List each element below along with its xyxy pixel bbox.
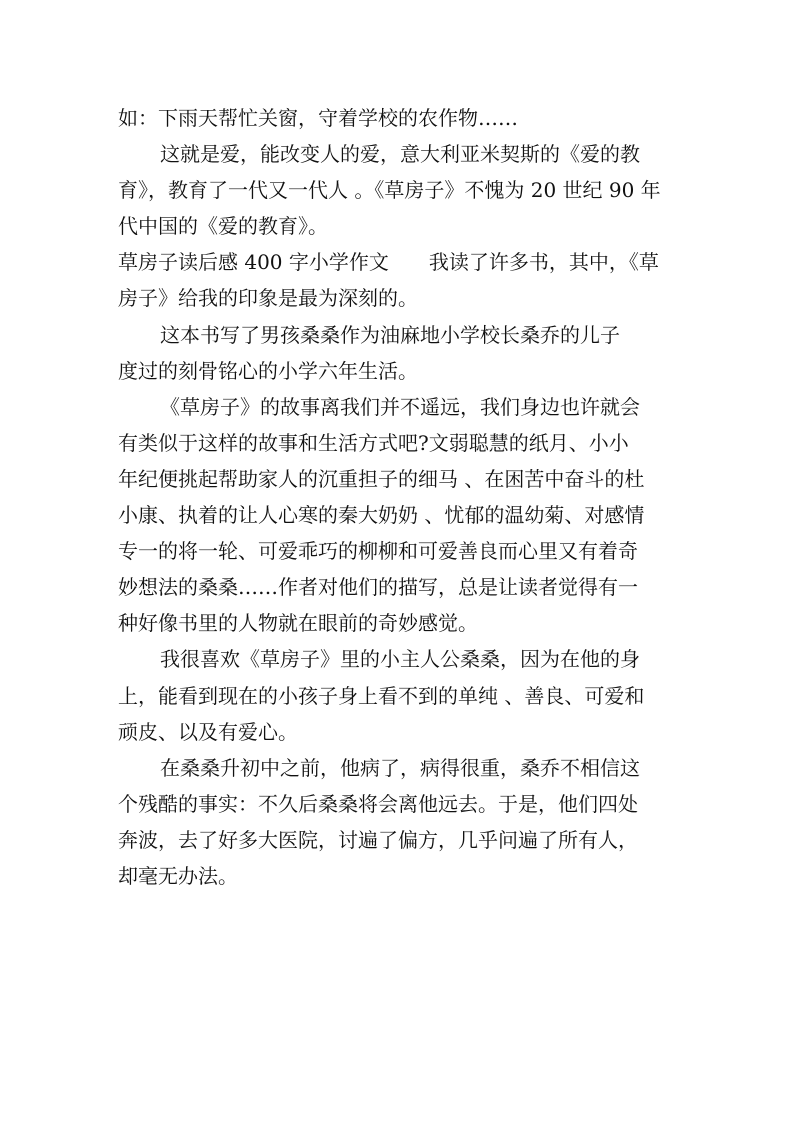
text-line: 妙想法的桑桑……作者对他们的描写，总是让读者觉得有一 [118, 575, 638, 600]
text-line: 顽皮、以及有爱心。 [118, 719, 298, 744]
paragraph-start-line: 这就是爱，能改变人的爱，意大利亚米契斯的《爱的教 [160, 142, 640, 167]
paragraph-start-line: 《草房子》的故事离我们并不遥远，我们身边也许就会 [160, 394, 640, 419]
text-line: 代中国的《爱的教育》。 [118, 214, 328, 239]
paragraph-start-line: 我很喜欢《草房子》里的小主人公桑桑，因为在他的身 [160, 647, 640, 672]
text-line: 奔波，去了好多大医院，讨遍了偏方，几乎问遍了所有人， [118, 827, 638, 852]
text-line: 如：下雨天帮忙关窗，守着学校的农作物…… [118, 106, 518, 130]
text-line: 年纪便挑起帮助家人的沉重担子的细马 、在困苦中奋斗的杜 [118, 466, 645, 491]
text-line: 度过的刻骨铭心的小学六年生活。 [118, 358, 418, 383]
text-line: 却毫无办法。 [118, 863, 238, 888]
text-line: 房子》给我的印象是最为深刻的。 [118, 286, 418, 311]
text-line: 上，能看到现在的小孩子身上看不到的单纯 、善良、可爱和 [118, 683, 645, 708]
text-line: 小康、执着的让人心寒的秦大奶奶 、忧郁的温幼菊、对感情 [118, 503, 645, 528]
text-line: 育》，教育了一代又一代人 。《草房子》不愧为 20 世纪 90 年 [118, 178, 661, 203]
paragraph-start-line: 在桑桑升初中之前，他病了，病得很重，桑乔不相信这 [160, 755, 640, 780]
title-and-paragraph-line: 草房子读后感 400 字小学作文 我读了许多书，其中，《草 [118, 250, 659, 275]
paragraph-start-line: 这本书写了男孩桑桑作为油麻地小学校长桑乔的儿子 [160, 322, 620, 347]
text-line: 专一的将一轮、可爱乖巧的柳柳和可爱善良而心里又有着奇 [118, 539, 638, 564]
text-line: 有类似于这样的故事和生活方式吧?文弱聪慧的纸月、小小 [118, 430, 629, 455]
text-line: 种好像书里的人物就在眼前的奇妙感觉。 [118, 611, 478, 636]
essay-body [118, 100, 678, 894]
text-line: 个残酷的事实：不久后桑桑将会离他远去。于是，他们四处 [118, 791, 638, 816]
